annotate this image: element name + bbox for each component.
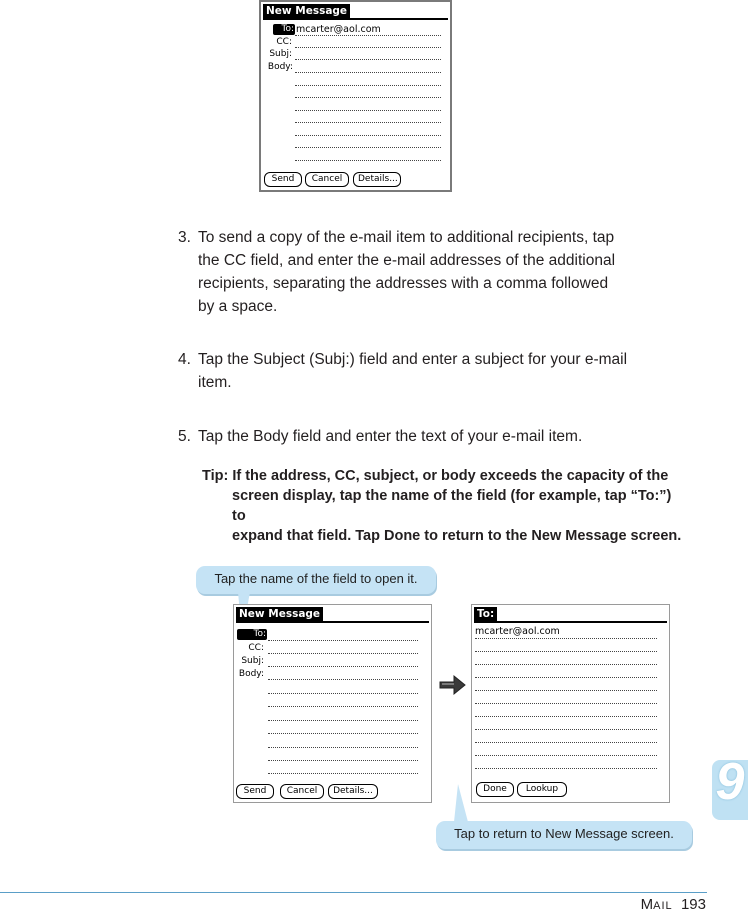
section-name-first: M xyxy=(640,896,654,913)
step-number: 3. xyxy=(178,229,191,246)
cancel-button[interactable]: Cancel xyxy=(280,784,324,799)
body-label[interactable]: Body: xyxy=(238,669,264,679)
body-label[interactable]: Body: xyxy=(267,62,293,72)
step-text: item. xyxy=(198,374,232,391)
tip-text: screen display, tap the name of the field (for example, tap “To:”) to xyxy=(232,488,672,524)
page-footer xyxy=(641,896,706,913)
send-button[interactable]: Send xyxy=(236,784,274,799)
title-bar xyxy=(263,4,448,20)
step-text: Tap the Subject (Subj:) field and enter a subject for your e-mail xyxy=(198,351,628,368)
to-label[interactable]: To: xyxy=(273,24,295,35)
title-bar xyxy=(236,607,429,623)
step-text: the CC field, and enter the e-mail addresses of the additional xyxy=(198,252,616,269)
new-message-screen-left xyxy=(233,604,432,803)
screen-title: New Message xyxy=(236,607,323,621)
title-bar xyxy=(474,607,667,623)
step-5 xyxy=(178,425,678,448)
done-button[interactable]: Done xyxy=(476,782,514,797)
callout-pointer xyxy=(454,784,474,824)
cc-label[interactable]: CC: xyxy=(248,643,264,653)
to-field-screen xyxy=(471,604,670,803)
tip-text: : If the address, CC, subject, or body exceeds the capacity of the xyxy=(223,468,669,484)
step-number: 4. xyxy=(178,351,191,368)
footer-rule xyxy=(0,892,707,893)
subj-label[interactable]: Subj: xyxy=(269,49,292,59)
step-text: by a space. xyxy=(198,298,278,315)
step-4 xyxy=(178,348,678,394)
details-button[interactable]: Details... xyxy=(328,784,378,799)
step-text: recipients, separating the addresses with a comma followed xyxy=(198,275,609,292)
tip xyxy=(202,466,682,546)
step-3 xyxy=(178,226,678,318)
screen-title: To: xyxy=(474,607,497,621)
chapter-number: 9 xyxy=(715,753,745,811)
details-button[interactable]: Details... xyxy=(353,172,401,187)
to-value[interactable]: mcarter@aol.com xyxy=(475,626,560,637)
screen-title: New Message xyxy=(263,4,350,18)
page-number: 193 xyxy=(680,896,706,913)
step-text: Tap the Body field and enter the text of your e-mail item. xyxy=(198,428,583,445)
subj-label[interactable]: Subj: xyxy=(241,656,264,666)
to-label[interactable]: To: xyxy=(237,629,267,640)
tip-text: expand that field. Tap Done to return to the New Message screen. xyxy=(232,528,682,544)
lookup-button[interactable]: Lookup xyxy=(517,782,567,797)
new-message-screen-top xyxy=(259,0,452,192)
step-number: 5. xyxy=(178,428,191,445)
to-value[interactable]: mcarter@aol.com xyxy=(296,24,381,35)
callout-open-field: Tap the name of the field to open it. xyxy=(196,566,436,594)
cc-label[interactable]: CC: xyxy=(276,37,292,47)
right-arrow-icon xyxy=(439,674,467,696)
cancel-button[interactable]: Cancel xyxy=(305,172,349,187)
step-text: To send a copy of the e-mail item to additional recipients, tap xyxy=(198,229,615,246)
callout-return: Tap to return to New Message screen. xyxy=(436,821,692,849)
send-button[interactable]: Send xyxy=(264,172,302,187)
tip-label: Tip xyxy=(202,468,224,484)
section-name-rest: AIL xyxy=(653,900,673,912)
